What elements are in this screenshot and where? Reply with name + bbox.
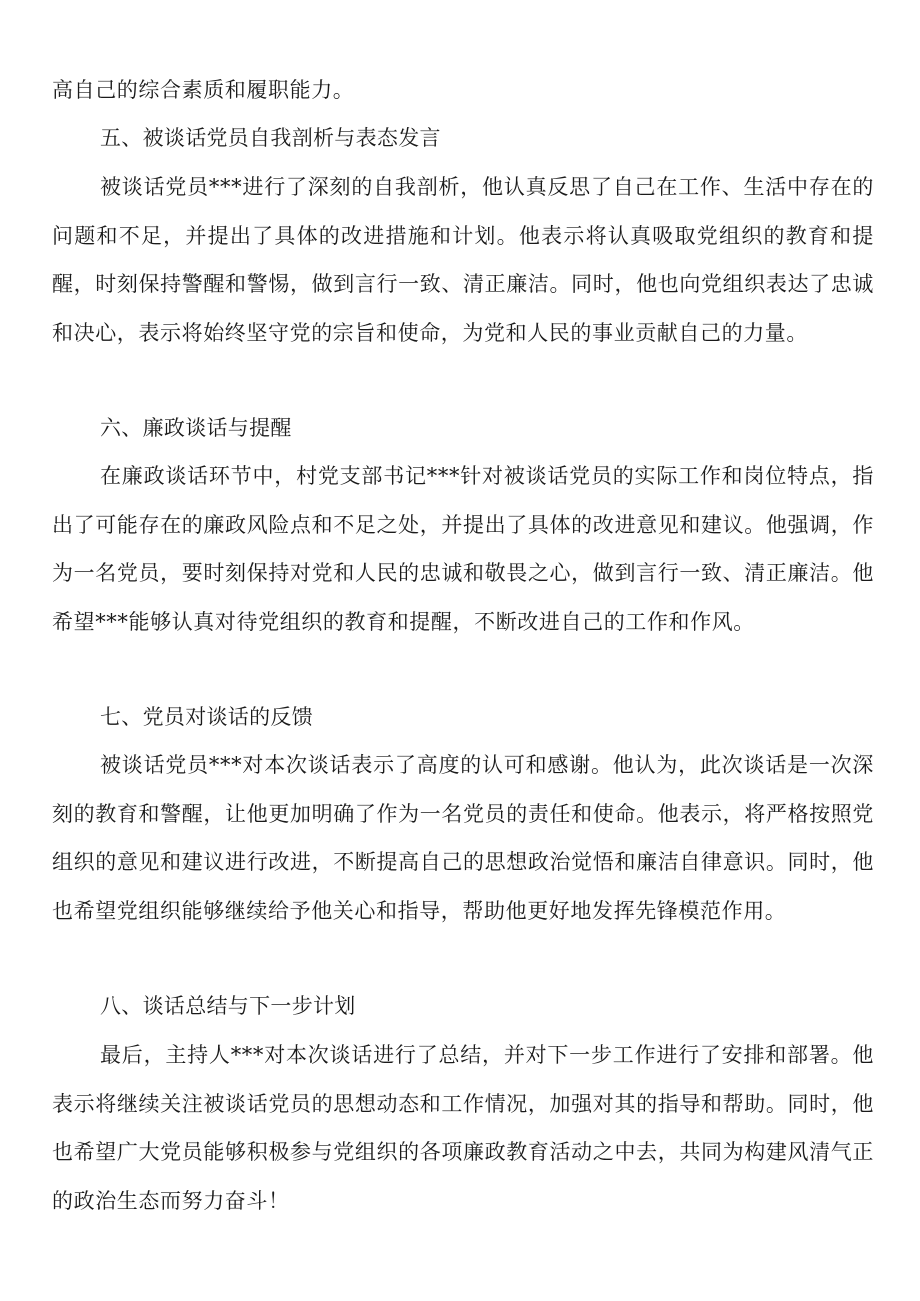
- section-heading-5: 五、被谈话党员自我剖析与表态发言: [100, 126, 441, 150]
- section-paragraph-8: 最后，主持人***对本次谈话进行了总结，并对下一步工作进行了安排和部署。他表示将继续关注被谈话党员的思想动态和工作情况，加强对其的指导和帮助。同时，他也希望广大党员能够积极参与党组织的各项廉政教育活动之中去，共同为构建风清气正的政治生态而努力奋斗！: [52, 1043, 874, 1213]
- section-heading-7: 七、党员对谈话的反馈: [100, 705, 313, 729]
- section-paragraph-6: 在廉政谈话环节中，村党支部书记***针对被谈话党员的实际工作和岗位特点，指出了可能存在的廉政风险点和不足之处，并提出了具体的改进意见和建议。他强调，作为一名党员，要时刻保持对党和人民的忠诚和敬畏之心，做到言行一致、清正廉洁。他希望***能够认真对待党组织的教育和提醒，不断改进自己的工作和作风。: [52, 464, 874, 634]
- section-paragraph-5: 被谈话党员***进行了深刻的自我剖析，他认真反思了自己在工作、生活中存在的问题和不足，并提出了具体的改进措施和计划。他表示将认真吸取党组织的教育和提醒，时刻保持警醒和警惕，做到言行一致、清正廉洁。同时，他也向党组织表达了忠诚和决心，表示将始终坚守党的宗旨和使命，为党和人民的事业贡献自己的力量。: [52, 175, 874, 345]
- section-heading-8: 八、谈话总结与下一步计划: [100, 994, 356, 1018]
- section-paragraph-7: 被谈话党员***对本次谈话表示了高度的认可和感谢。他认为，此次谈话是一次深刻的教育和警醒，让他更加明确了作为一名党员的责任和使命。他表示，将严格按照党组织的意见和建议进行改进，不断提高自己的思想政治觉悟和廉洁自律意识。同时，他也希望党组织能够继续给予他关心和指导，帮助他更好地发挥先锋模范作用。: [52, 753, 874, 923]
- section-heading-6: 六、廉政谈话与提醒: [100, 416, 292, 440]
- paragraph-continuation: 高自己的综合素质和履职能力。: [52, 78, 355, 102]
